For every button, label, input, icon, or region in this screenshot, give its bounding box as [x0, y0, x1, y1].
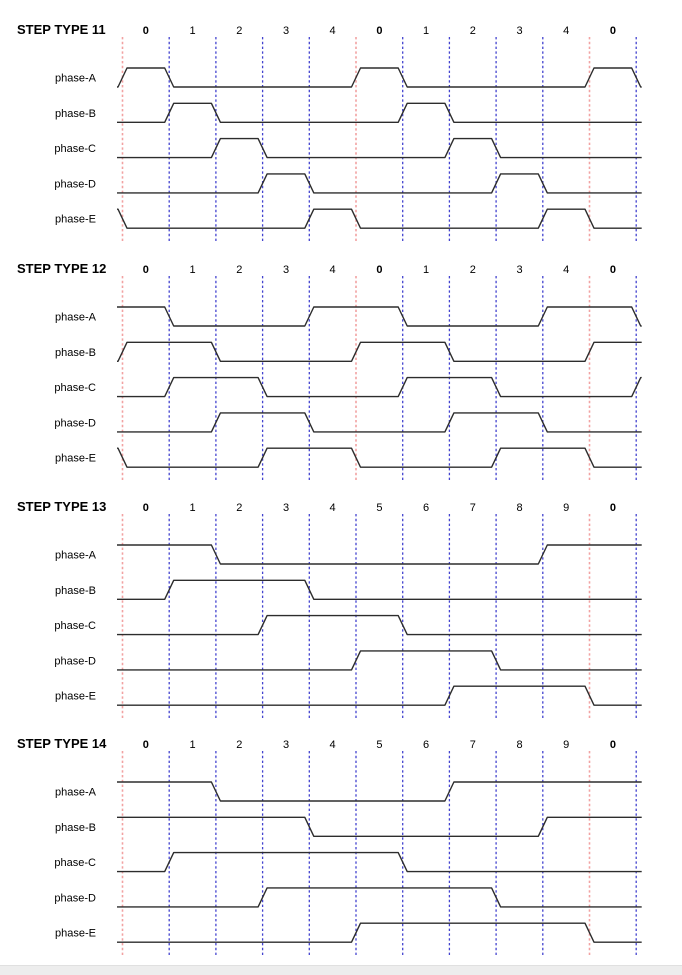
- phase-D-waveform: [117, 651, 642, 670]
- step-label: 8: [516, 502, 523, 514]
- step-label: 1: [423, 25, 430, 37]
- phase-C-waveform: [117, 139, 642, 158]
- step-label: 2: [236, 739, 243, 751]
- step-label: 4: [563, 25, 570, 37]
- phase-E-waveform: [117, 686, 642, 705]
- step-label: 8: [516, 739, 523, 751]
- step-label: 1: [189, 264, 196, 276]
- step-label: 2: [469, 25, 476, 37]
- phase-label: phase-B: [55, 821, 96, 834]
- step-label: 0: [609, 502, 616, 514]
- phase-D-waveform: [117, 413, 642, 432]
- chart-step-type-14: [17, 736, 642, 957]
- step-label: 3: [516, 264, 523, 276]
- step-label: 5: [376, 502, 383, 514]
- bottom-window-strip: [0, 965, 682, 975]
- step-label: 0: [609, 25, 616, 37]
- step-label: 2: [236, 25, 243, 37]
- step-label: 1: [189, 502, 196, 514]
- phase-label: phase-A: [55, 311, 96, 324]
- phase-A-waveform: [117, 68, 642, 87]
- step-label: 2: [469, 264, 476, 276]
- step-label: 0: [609, 264, 616, 276]
- chart-title: STEP TYPE 13: [17, 499, 107, 514]
- phase-D-waveform: [117, 174, 642, 193]
- chart-title: STEP TYPE 12: [17, 261, 107, 276]
- step-label: 3: [516, 25, 523, 37]
- step-label: 3: [282, 25, 290, 37]
- step-label: 4: [329, 502, 336, 514]
- step-label: 3: [282, 739, 290, 751]
- chart-step-type-11: [17, 22, 642, 243]
- phase-label: phase-C: [54, 382, 96, 395]
- step-label: 0: [376, 25, 383, 37]
- phase-label: phase-A: [55, 549, 96, 562]
- phase-C-waveform: [117, 378, 642, 397]
- step-label: 6: [423, 502, 430, 514]
- phase-label: phase-E: [55, 213, 96, 226]
- phase-A-waveform: [117, 307, 642, 326]
- step-label: 1: [189, 739, 196, 751]
- phase-label: phase-C: [54, 620, 96, 633]
- step-label: 1: [423, 264, 430, 276]
- step-label: 0: [142, 502, 149, 514]
- phase-A-waveform: [117, 545, 642, 564]
- step-label: 9: [563, 502, 570, 514]
- phase-label: phase-E: [55, 452, 96, 465]
- step-label: 0: [609, 739, 616, 751]
- phase-A-waveform: [117, 782, 642, 801]
- phase-label: phase-C: [54, 143, 96, 156]
- chart-step-type-13: [17, 499, 642, 720]
- phase-C-waveform: [117, 616, 642, 635]
- phase-label: phase-E: [55, 690, 96, 703]
- phase-label: phase-A: [55, 72, 96, 85]
- step-label: 0: [142, 25, 149, 37]
- step-label: 9: [563, 739, 570, 751]
- phase-label: phase-B: [55, 346, 96, 359]
- phase-label: phase-D: [54, 655, 96, 668]
- phase-E-waveform: [117, 923, 642, 942]
- step-label: 5: [376, 739, 383, 751]
- phase-label: phase-B: [55, 584, 96, 597]
- phase-label: phase-D: [54, 178, 96, 191]
- phase-E-waveform: [117, 448, 642, 467]
- chart-step-type-12: [17, 261, 642, 482]
- phase-label: phase-D: [54, 417, 96, 430]
- phase-B-waveform: [117, 580, 642, 599]
- phase-C-waveform: [117, 853, 642, 872]
- chart-title: STEP TYPE 11: [17, 22, 106, 37]
- step-label: 7: [469, 739, 476, 751]
- step-label: 3: [282, 264, 290, 276]
- step-label: 6: [423, 739, 430, 751]
- step-label: 4: [329, 264, 336, 276]
- step-label: 2: [236, 502, 243, 514]
- phase-label: phase-A: [55, 786, 96, 799]
- step-label: 1: [189, 25, 196, 37]
- step-label: 0: [376, 264, 383, 276]
- phase-label: phase-B: [55, 107, 96, 120]
- phase-label: phase-C: [54, 857, 96, 870]
- phase-D-waveform: [117, 888, 642, 907]
- step-label: 4: [563, 264, 570, 276]
- chart-title: STEP TYPE 14: [17, 736, 107, 751]
- phase-E-waveform: [117, 209, 642, 228]
- step-label: 4: [329, 25, 336, 37]
- phase-label: phase-E: [55, 927, 96, 940]
- step-label: 0: [142, 739, 149, 751]
- step-label: 4: [329, 739, 336, 751]
- step-label: 0: [142, 264, 149, 276]
- phase-B-waveform: [117, 103, 642, 122]
- phase-label: phase-D: [54, 892, 96, 905]
- phase-B-waveform: [117, 342, 642, 361]
- step-label: 7: [469, 502, 476, 514]
- step-label: 2: [236, 264, 243, 276]
- phase-B-waveform: [117, 817, 642, 836]
- step-label: 3: [282, 502, 290, 514]
